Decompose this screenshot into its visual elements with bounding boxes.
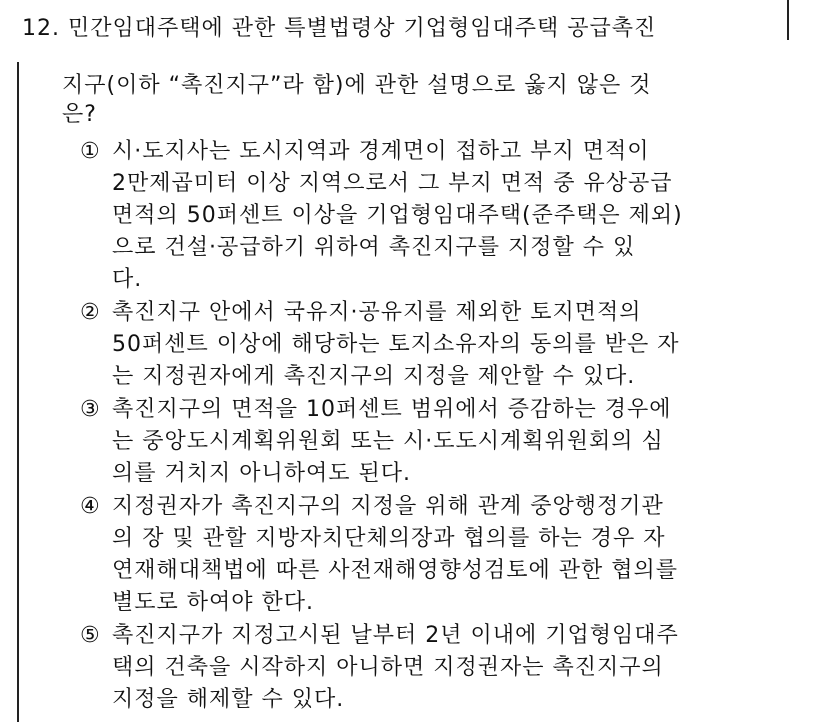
choice-3-line: 는 중앙도시계획위원회 또는 시·도도시계획위원회의 심 — [112, 429, 664, 454]
choice-1-line: 다. — [112, 267, 143, 292]
choice-4-line: 의 장 및 관할 지방자치단체의장과 협의를 하는 경우 자 — [112, 526, 666, 551]
choice-4[interactable] — [80, 491, 800, 619]
choice-marker-3: ③ — [80, 397, 101, 422]
question-stem-line-2: 지구(이하 “촉진지구”라 함)에 관한 설명으로 옳지 않은 것 — [62, 73, 652, 98]
choice-3-line: 촉진지구의 면적을 10퍼센트 범위에서 증감하는 경우에 — [112, 397, 672, 422]
question-stem-line-3: 은? — [62, 102, 97, 127]
question-stem-first-line — [22, 11, 656, 42]
choice-1-line: 시·도지사는 도시지역과 경계면이 접하고 부지 면적이 — [112, 139, 650, 164]
choice-4-line: 연재해대책법에 따른 사전재해영향성검토에 관한 협의를 — [112, 558, 679, 583]
choice-5-line: 택의 건축을 시작하지 아니하면 지정권자는 촉진지구의 — [112, 655, 664, 680]
column-divider-left — [17, 62, 19, 722]
choice-2-line: 50퍼센트 이상에 해당하는 토지소유자의 동의를 받은 자 — [112, 332, 680, 357]
choice-3[interactable] — [80, 394, 800, 490]
choice-marker-4: ④ — [80, 494, 101, 519]
choice-marker-2: ② — [80, 300, 101, 325]
choice-5-line: 지정을 해제할 수 있다. — [112, 687, 345, 712]
choice-2-line: 촉진지구 안에서 국유지·공유지를 제외한 토지면적의 — [112, 300, 642, 325]
choice-2-line: 는 지정권자에게 촉진지구의 지정을 제안할 수 있다. — [112, 364, 636, 389]
question-stem-continuation — [62, 71, 792, 129]
question-stem-line-1: 민간임대주택에 관한 특별법령상 기업형임대주택 공급촉진 — [68, 16, 657, 41]
choice-marker-5: ⑤ — [80, 623, 101, 648]
choice-1-line: 으로 건설·공급하기 위하여 촉진지구를 지정할 수 있 — [112, 235, 636, 260]
choice-4-line: 별도로 하여야 한다. — [112, 590, 314, 615]
choice-1-line: 2만제곱미터 이상 지역으로서 그 부지 면적 중 유상공급 — [112, 171, 673, 196]
choice-3-line: 의를 거치지 아니하여도 된다. — [112, 461, 411, 486]
choice-marker-1: ① — [80, 139, 101, 164]
choice-1[interactable] — [80, 136, 800, 296]
choice-4-line: 지정권자가 촉진지구의 지정을 위해 관계 중앙행정기관 — [112, 494, 664, 519]
choice-2[interactable] — [80, 297, 800, 393]
choice-1-line: 면적의 50퍼센트 이상을 기업형임대주택(준주택은 제외) — [112, 203, 683, 228]
column-divider-top — [787, 0, 789, 40]
choice-5[interactable] — [80, 620, 800, 716]
question-number: 12. — [22, 16, 60, 41]
choice-5-line: 촉진지구가 지정고시된 날부터 2년 이내에 기업형임대주 — [112, 623, 679, 648]
